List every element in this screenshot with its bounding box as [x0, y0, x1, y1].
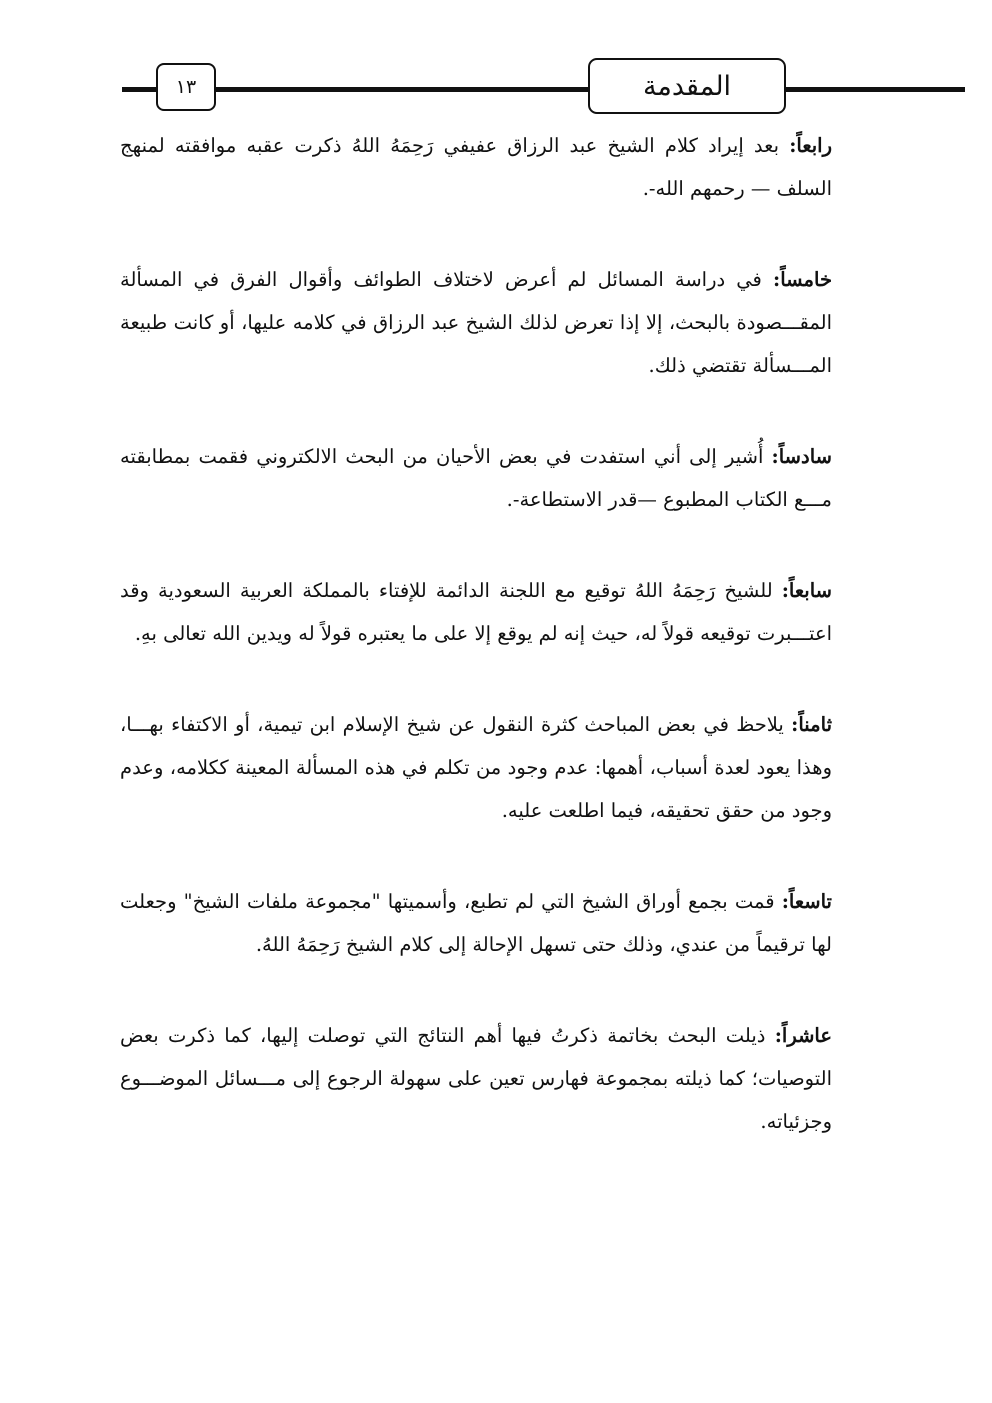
paragraph-label: عاشراً: — [774, 1024, 832, 1047]
paragraph-text: يلاحظ في بعض المباحث كثرة النقول عن شيخ الإسلام ابن تيمية، أو الاكتفاء بهـــا، وهذا يعود لعدة أسباب، أهمها: عدم وجود من تكلم في هذه المسألة المعينة ككلامه، وعدم وجود من حقق تحقيقه، فيما اطلعت عليه. — [120, 713, 832, 822]
header-rule — [122, 87, 965, 92]
paragraph-text: أُشير إلى أني استفدت في بعض الأحيان من البحث الالكتروني فقمت بمطابقته مـــع الكتاب المطبوع —قدر الاستطاعة-. — [120, 445, 832, 511]
paragraph-sixth — [120, 435, 832, 521]
paragraph-text: في دراسة المسائل لم أعرض لاختلاف الطوائف وأقوال الفرق في المسألة المقـــصودة بالبحث، إلا إذا تعرض لذلك الشيخ عبد الرزاق في كلامه عليها، أو كانت طبيعة المـــسألة تقتضي ذلك. — [120, 268, 832, 377]
paragraph-label: تاسعاً: — [781, 890, 832, 913]
paragraph-fourth — [120, 124, 832, 210]
document-body — [120, 124, 832, 1191]
paragraph-text: بعد إيراد كلام الشيخ عبد الرزاق عفيفي رَحِمَهُ اللهُ ذكرت عقبه موافقته لمنهج السلف — رحمهم الله-. — [120, 134, 832, 200]
paragraph-eighth — [120, 703, 832, 832]
paragraph-text: ذيلت البحث بخاتمة ذكرتُ فيها أهم النتائج التي توصلت إليها، كما ذكرت بعض التوصيات؛ كما ذيلته بمجموعة فهارس تعين على سهولة الرجوع إلى مـــسائل الموضـــوع وجزئياته. — [120, 1024, 832, 1133]
chapter-title — [588, 58, 786, 114]
paragraph-seventh — [120, 569, 832, 655]
paragraph-ninth — [120, 880, 832, 966]
paragraph-fifth — [120, 258, 832, 387]
page-number-text: ١٣ — [175, 76, 197, 98]
paragraph-label: سابعاً: — [781, 579, 832, 602]
paragraph-label: سادساً: — [771, 445, 832, 468]
paragraph-tenth — [120, 1014, 832, 1143]
chapter-title-text: المقدمة — [642, 70, 732, 102]
page-number — [156, 63, 216, 111]
paragraph-text: قمت بجمع أوراق الشيخ التي لم تطبع، وأسميتها "مجموعة ملفات الشيخ" وجعلت لها ترقيماً من عندي، وذلك حتى تسهل الإحالة إلى كلام الشيخ رَحِمَهُ اللهُ. — [120, 890, 832, 956]
paragraph-text: للشيخ رَحِمَهُ اللهُ توقيع مع اللجنة الدائمة للإفتاء بالمملكة العربية السعودية وقد اعتـــبرت توقيعه قولاً له، حيث إنه لم يوقع إلا على ما يعتبره قولاً له ويدين الله تعالى بهِ. — [120, 579, 832, 645]
paragraph-label: خامساً: — [773, 268, 832, 291]
paragraph-label: ثامناً: — [791, 713, 832, 736]
paragraph-label: رابعاً: — [789, 134, 832, 157]
